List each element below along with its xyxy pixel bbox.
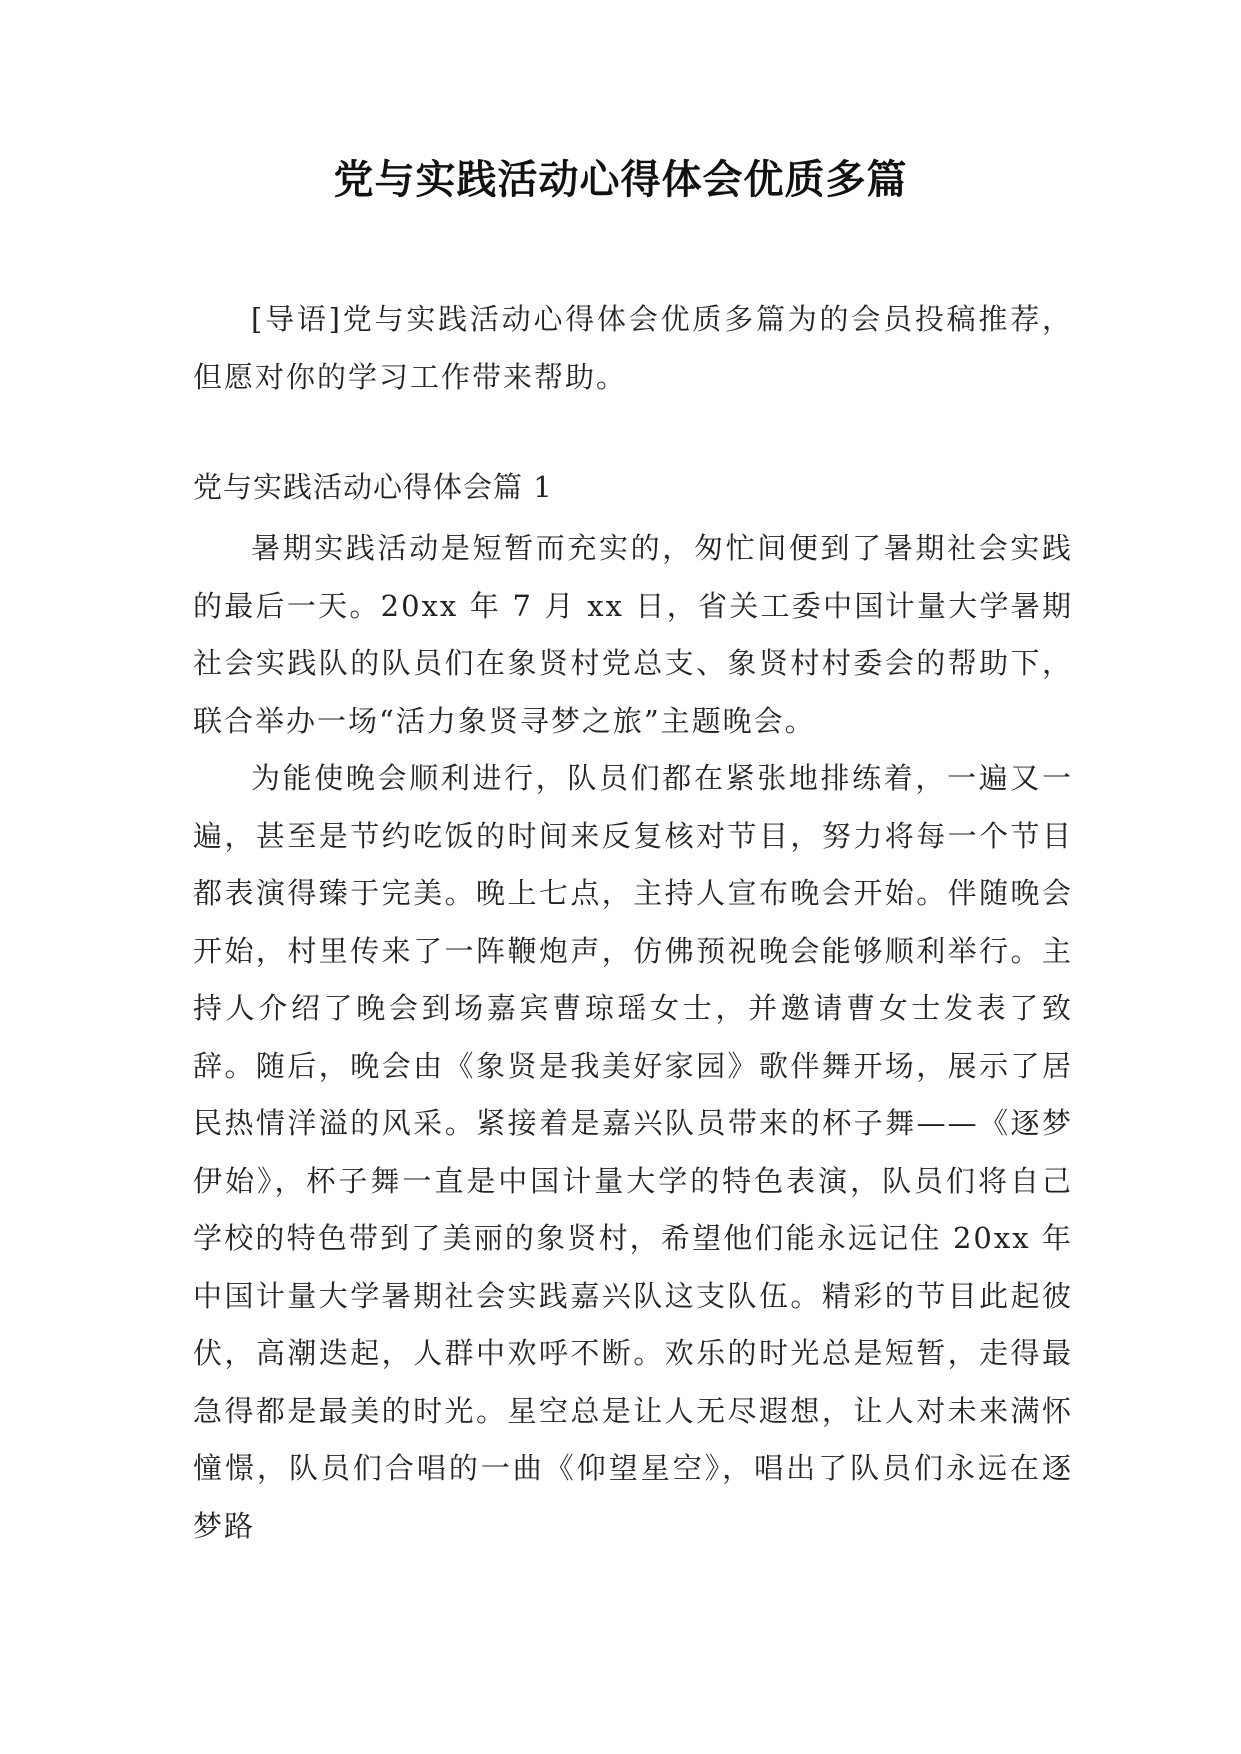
intro-paragraph: [导语]党与实践活动心得体会优质多篇为的会员投稿推荐，但愿对你的学习工作带来帮助。	[193, 302, 1073, 394]
section-heading: 党与实践活动心得体会篇 1	[193, 470, 553, 504]
document-title: 党与实践活动心得体会优质多篇	[333, 157, 908, 203]
body-paragraph-2: 为能使晚会顺利进行，队员们都在紧张地排练着，一遍又一遍，甚至是节约吃饭的时间来反复核对节目，努力将每一个节目都表演得臻于完美。晚上七点，主持人宣布晚会开始。伴随晚会开始，村里传来了一阵鞭炮声，仿佛预祝晚会能够顺利举行。主持人介绍了晚会到场嘉宾曹琼瑶女士，并邀请曹女士发表了致辞。随后，晚会由《象贤是我美好家园》歌伴舞开场，展示了居民热情洋溢的风采。紧接着是嘉兴队员带来的杯子舞——《逐梦伊始》，杯子舞一直是中国计量大学的特色表演，队员们将自己学校的特色带到了美丽的象贤村，希望他们能永远记住 20xx 年中国计量大学暑期社会实践嘉兴队这支队伍。精彩的节目此起彼伏，高潮迭起，人群中欢呼不断。欢乐的时光总是短暂，走得最急得都是最美的时光。星空总是让人无尽遐想，让人对未来满怀憧憬，队员们合唱的一曲《仰望星空》，唱出了队员们永远在逐梦路	[193, 761, 1073, 1543]
article-body	[193, 520, 1073, 1555]
intro-block	[193, 290, 1073, 406]
body-paragraph-1: 暑期实践活动是短暂而充实的，匆忙间便到了暑期社会实践的最后一天。20xx 年 7 月 xx 日，省关工委中国计量大学暑期社会实践队的队员们在象贤村党总支、象贤村村委会的帮助下，联合举办一场“活力象贤寻梦之旅”主题晚会。	[193, 531, 1073, 738]
